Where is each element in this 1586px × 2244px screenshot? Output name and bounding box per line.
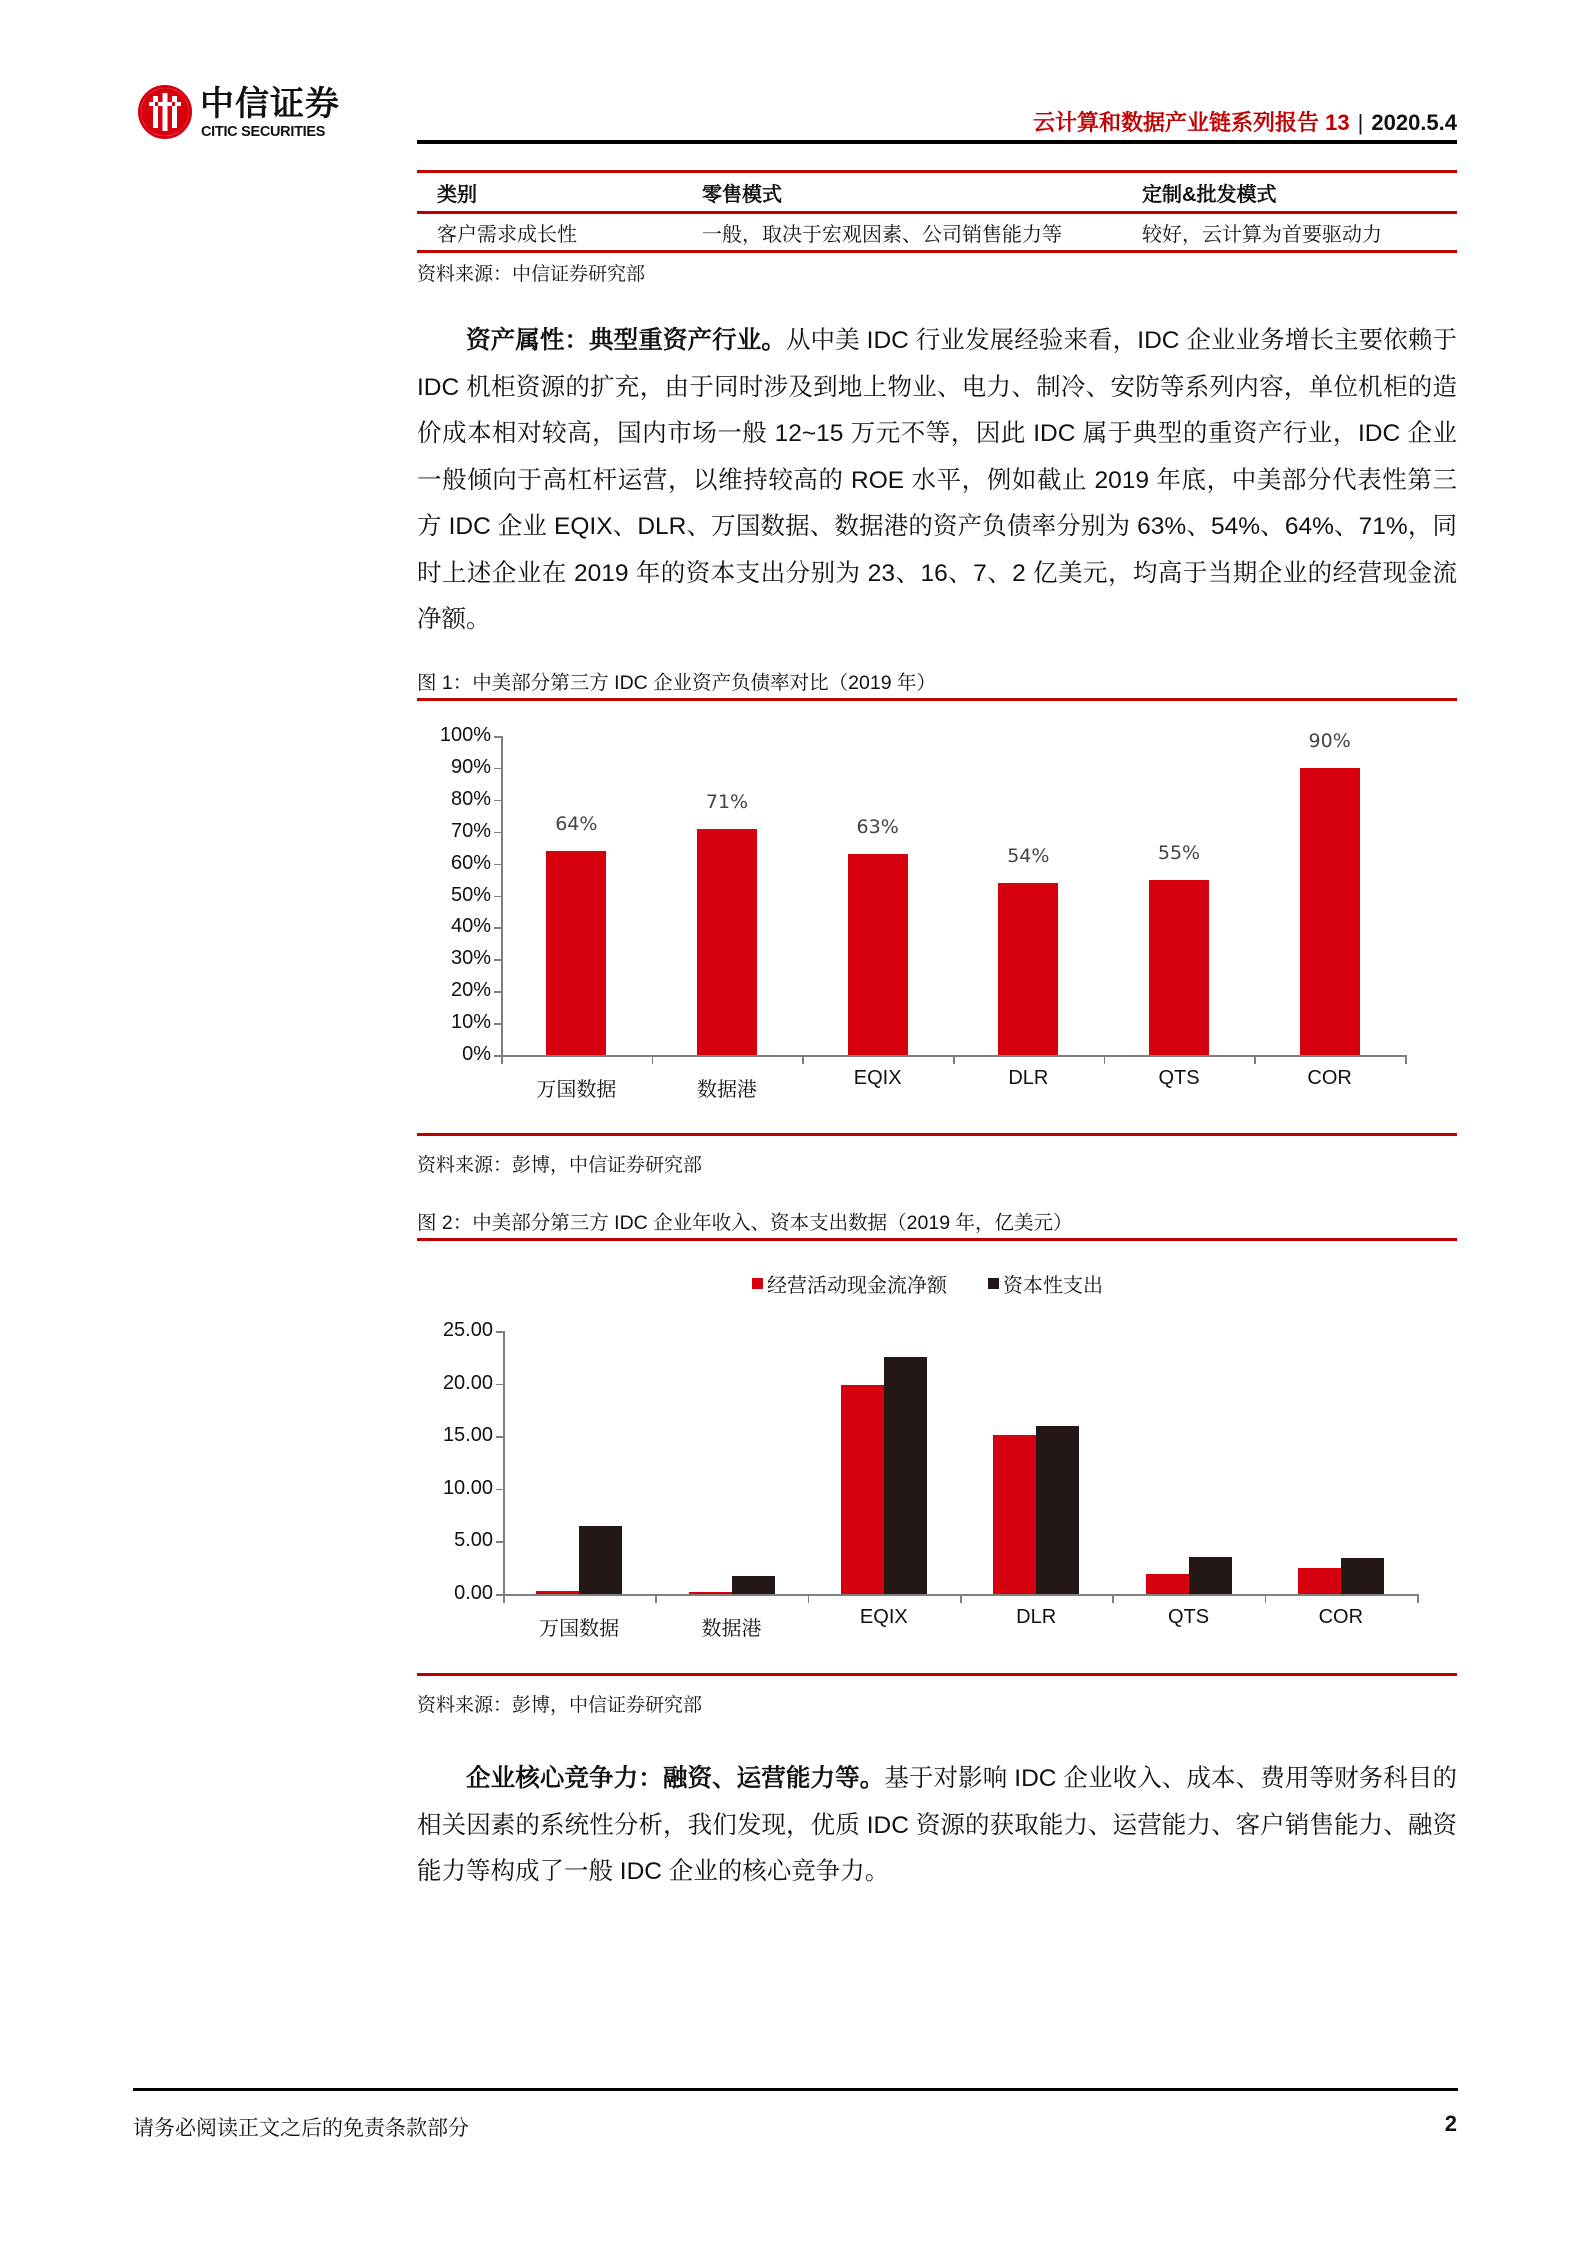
legend-swatch-black	[988, 1278, 999, 1289]
bar-data-label: 71%	[705, 790, 749, 813]
x-category-label: 万国数据	[539, 1618, 620, 1640]
figure-2-title: 图 2：中美部分第三方 IDC 企业年收入、资本支出数据（2019 年，亿美元）	[417, 1212, 1073, 1234]
y-tick-label: 90%	[450, 755, 491, 778]
x-category-label: 数据港	[697, 1079, 757, 1101]
y-tick	[494, 768, 501, 770]
x-tick	[1112, 1594, 1114, 1603]
bar-capex	[1189, 1557, 1232, 1594]
footer-divider	[133, 2088, 1458, 2091]
report-series: 云计算和数据产业链系列报告 13	[1033, 110, 1350, 135]
bar-data-label: 90%	[1308, 729, 1351, 752]
figure-1-title: 图 1：中美部分第三方 IDC 企业资产负债率对比（2019 年）	[417, 672, 936, 694]
y-tick-label: 15.00	[442, 1424, 493, 1447]
y-tick	[496, 1541, 503, 1543]
y-tick	[496, 1384, 503, 1386]
y-tick-label: 40%	[450, 915, 491, 938]
table-source: 资料来源：中信证券研究部	[417, 264, 646, 285]
x-tick	[1417, 1594, 1419, 1603]
y-tick	[494, 832, 501, 834]
report-date: 2020.5.4	[1371, 110, 1457, 135]
citic-logo-icon	[138, 85, 192, 139]
y-tick-label: 5.00	[454, 1529, 493, 1552]
bar-capex	[732, 1576, 775, 1594]
bar-debt-ratio	[998, 883, 1058, 1055]
bar-operating-cash-flow	[993, 1435, 1036, 1594]
x-category-label: 万国数据	[536, 1079, 617, 1101]
bar-operating-cash-flow	[689, 1592, 732, 1594]
y-tick	[494, 1023, 501, 1025]
bar-capex	[579, 1526, 622, 1594]
y-tick	[496, 1331, 503, 1333]
paragraph-body: 基于对影响 IDC 企业收入、成本、费用等财务科目的相关因素的系统性分析，我们发现，优质 IDC 资源的获取能力、运营能力、客户销售能力、融资能力等构成了一般 IDC 企业的核心竞争力。	[417, 1765, 1457, 1885]
legend-item-capex	[988, 1269, 1103, 1298]
x-category-label: 数据港	[701, 1618, 762, 1640]
bar-operating-cash-flow	[536, 1591, 579, 1594]
y-axis-line	[503, 1331, 505, 1595]
x-tick	[503, 1594, 505, 1603]
x-category-label: QTS	[1158, 1067, 1200, 1089]
bar-data-label: 64%	[555, 812, 598, 835]
x-tick	[655, 1594, 657, 1603]
x-tick	[1254, 1055, 1256, 1064]
y-tick	[494, 959, 501, 961]
legend-swatch-red	[752, 1278, 763, 1289]
header-divider	[417, 140, 1457, 144]
y-tick	[494, 800, 501, 802]
y-tick-label: 50%	[450, 883, 491, 906]
y-tick-label: 10%	[450, 1011, 491, 1034]
legend-label: 经营活动现金流净额	[767, 1275, 947, 1297]
bar-operating-cash-flow	[1298, 1568, 1341, 1594]
logo-text-en: CITIC SECURITIES	[201, 124, 326, 140]
y-tick	[494, 991, 501, 993]
logo-text-cn: 中信证券	[200, 84, 340, 124]
x-category-label: DLR	[1008, 1067, 1049, 1089]
x-tick	[652, 1055, 654, 1064]
x-category-label: DLR	[1016, 1606, 1057, 1628]
table-cell: 较好，云计算为首要驱动力	[1142, 223, 1382, 246]
bar-debt-ratio	[848, 854, 908, 1055]
table-rule	[417, 250, 1457, 253]
bar-data-label: 55%	[1157, 841, 1201, 864]
y-tick	[494, 1055, 501, 1057]
legend-label: 资本性支出	[1003, 1275, 1103, 1297]
table-cell: 一般，取决于宏观因素、公司销售能力等	[702, 223, 1062, 246]
figure-2-source: 资料来源：彭博，中信证券研究部	[417, 1695, 703, 1716]
figure-1-bottom-rule	[417, 1133, 1457, 1136]
table-cell: 客户需求成长性	[437, 223, 577, 246]
x-tick	[1104, 1055, 1106, 1064]
y-tick	[496, 1489, 503, 1491]
x-tick	[501, 1055, 503, 1064]
figure-2-bottom-rule	[417, 1673, 1457, 1676]
y-tick	[496, 1436, 503, 1438]
y-tick-label: 0%	[462, 1043, 491, 1065]
bar-debt-ratio	[1300, 768, 1360, 1055]
bar-data-label: 54%	[1007, 844, 1050, 867]
paragraph-body: 从中美 IDC 行业发展经验来看，IDC 企业业务增长主要依赖于 IDC 机柜资源的扩充，由于同时涉及到地上物业、电力、制冷、安防等系列内容，单位机柜的造价成本相对较高，国内市场一般 12~15 万元不等，因此 IDC 属于典型的重资产行业，IDC 企业一般倾向于高杠杆运营，以维持较高的 ROE 水平，例如截止 2019 年底，中美部分代表性第三方 IDC 企业 EQIX、DLR、万国数据、数据港的资产负债率分别为 63%、54%、64%、71%，同时上述企业在 2019 年的资本支出分别为 23、16、7、2 亿美元，均高于当期企业的经营现金流净额。	[417, 327, 1457, 633]
y-tick-label: 20%	[450, 979, 491, 1002]
x-category-label: COR	[1307, 1067, 1352, 1089]
paragraph-lead: 资产属性：典型重资产行业。	[466, 327, 786, 354]
y-tick-label: 30%	[450, 947, 491, 970]
x-tick	[808, 1594, 810, 1603]
figure-1-bar-chart	[417, 700, 1457, 1130]
footer-disclaimer: 请务必阅读正文之后的免责条款部分	[133, 2117, 469, 2140]
bar-operating-cash-flow	[841, 1385, 884, 1594]
y-tick	[496, 1594, 503, 1596]
paragraph-lead: 企业核心竞争力：融资、运营能力等。	[466, 1765, 885, 1792]
x-category-label: COR	[1318, 1606, 1364, 1628]
x-category-label: QTS	[1167, 1606, 1210, 1628]
x-tick	[960, 1594, 962, 1603]
y-tick-label: 25.00	[442, 1319, 493, 1341]
bar-operating-cash-flow	[1146, 1574, 1189, 1594]
table-header-cell: 类别	[437, 183, 477, 206]
y-tick	[494, 864, 501, 866]
figure-2-grouped-bar-chart	[417, 1241, 1457, 1671]
y-axis-line	[501, 736, 503, 1056]
bar-capex	[1341, 1558, 1384, 1594]
bar-debt-ratio	[546, 851, 606, 1055]
paragraph-asset-attribute	[417, 318, 1457, 644]
y-tick	[494, 736, 501, 738]
legend-item-operating-cash-flow	[752, 1269, 947, 1298]
bar-data-label: 63%	[856, 816, 899, 839]
report-title	[1033, 110, 1457, 136]
x-tick	[1405, 1055, 1407, 1064]
table-header-cell: 零售模式	[702, 183, 782, 206]
table-header-row	[417, 173, 1457, 211]
page-number: 2	[1444, 2111, 1457, 2136]
y-tick	[494, 896, 501, 898]
x-tick	[953, 1055, 955, 1064]
bar-capex	[884, 1357, 927, 1594]
bar-debt-ratio	[697, 829, 757, 1055]
y-tick-label: 10.00	[442, 1476, 493, 1499]
y-tick-label: 20.00	[442, 1371, 493, 1394]
y-tick	[494, 927, 501, 929]
y-tick-label: 80%	[450, 787, 491, 810]
x-tick	[1265, 1594, 1267, 1603]
bar-debt-ratio	[1149, 880, 1209, 1055]
table-row	[417, 214, 1457, 250]
figure-1-source: 资料来源：彭博，中信证券研究部	[417, 1155, 703, 1176]
bar-capex	[1036, 1426, 1079, 1594]
y-tick-label: 100%	[439, 724, 491, 746]
x-tick	[802, 1055, 804, 1064]
separator: |	[1357, 110, 1364, 135]
y-tick-label: 60%	[450, 851, 491, 874]
table-header-cell: 定制&批发模式	[1142, 183, 1277, 206]
x-category-label: EQIX	[853, 1067, 902, 1089]
y-tick-label: 70%	[450, 819, 491, 842]
y-tick-label: 0.00	[454, 1582, 493, 1604]
comparison-table	[417, 170, 1457, 286]
paragraph-core-competitiveness	[417, 1756, 1457, 1896]
x-category-label: EQIX	[859, 1606, 908, 1628]
